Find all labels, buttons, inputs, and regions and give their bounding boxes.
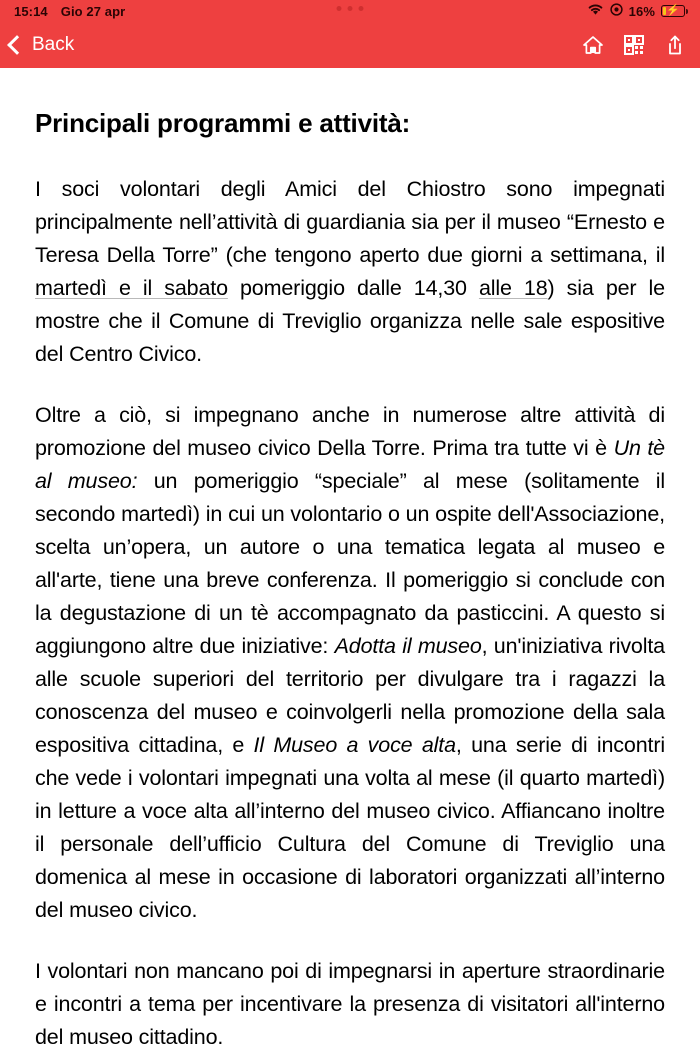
status-bar-right: [587, 3, 688, 19]
home-icon[interactable]: [582, 34, 604, 56]
paragraph-3: I volontari non mancano poi di impegnarsi in aperture straordinarie e incontri a tema per incentivare la presenza di visitatori all'interno del museo cittadino.: [35, 959, 665, 1050]
status-bar: [0, 0, 700, 22]
paragraph-1: [35, 173, 665, 371]
time-link-alle-18[interactable]: alle 18: [478, 276, 548, 301]
status-date: Gio 27 apr: [60, 3, 126, 19]
back-button[interactable]: [10, 34, 74, 56]
paragraph-2-text-d: , una serie di incontri che vede i volontari impegnati una volta al mese (il quarto martedì) in letture a voce alta all’interno del museo civico. Affiancano inoltre il personale dell’ufficio Cultura del Comune di Treviglio una domenica al mese in occasione di laboratori organizzati all’interno del museo civico.: [35, 733, 665, 923]
title-il-museo-a-voce-alta: Il Museo a voce alta: [253, 733, 456, 758]
article-content: [0, 68, 700, 1054]
battery-icon: ⚡: [661, 5, 688, 17]
paragraph-1-text-a: I soci volontari degli Amici del Chiostro sono impegnati principalmente nell’attività di guardiania sia per il museo “Ernesto e Teresa Della Torre” (che tengono aperto due giorni a settimana, il: [35, 177, 665, 268]
paragraph-2: [35, 399, 665, 927]
paragraph-1-text-b: pomeriggio dalle 14,30: [227, 276, 479, 301]
paragraph-2-text-b: un pomeriggio “speciale” al mese (solitamente il secondo martedì) in cui un volontario o un ospite dell'Associazione, scelta un’opera, un autore o una tematica legata al museo e all'arte, tiene una breve conferenza. Il pomeriggio si conclude con la degustazione di un tè accompagnato da pasticcini. A questo si aggiungono altre due iniziative:: [35, 469, 665, 659]
date-link-martedi-sabato[interactable]: martedì e il sabato: [35, 276, 228, 301]
paragraph-2-text-c: , un'iniziativa rivolta alle scuole superiori del territorio per divulgare tra i ragazzi la conoscenza del museo e coinvolgerli nella promozione della sala espositiva cittadina, e: [35, 634, 665, 758]
paragraph-2-text-a: Oltre a ciò, si impegnano anche in numerose altre attività di promozione del museo civico Della Torre. Prima tra tutte vi è: [35, 403, 665, 461]
share-icon[interactable]: [664, 34, 686, 56]
paragraph-1-text-c: ) sia per le mostre che il Comune di Treviglio organizza nelle sale espositive del Centro Civico.: [35, 276, 665, 367]
page-title: Principali programmi e attività:: [35, 108, 411, 138]
navigation-bar: [0, 22, 700, 68]
multitasking-dots-icon[interactable]: [337, 6, 364, 11]
app-header: [0, 0, 700, 68]
title-adotta-il-museo: Adotta il museo: [334, 634, 482, 659]
status-time: 15:14: [14, 3, 48, 19]
back-button-label: Back: [32, 34, 75, 55]
location-icon: [610, 3, 623, 19]
wifi-icon: [587, 3, 604, 19]
status-bar-left: [14, 4, 125, 19]
qr-code-icon[interactable]: [623, 34, 645, 56]
battery-percent-label: 16%: [628, 3, 655, 19]
chevron-left-icon: [7, 35, 27, 55]
navigation-actions: [582, 34, 686, 56]
title-un-te-al-museo: Un tè al museo:: [35, 436, 665, 494]
